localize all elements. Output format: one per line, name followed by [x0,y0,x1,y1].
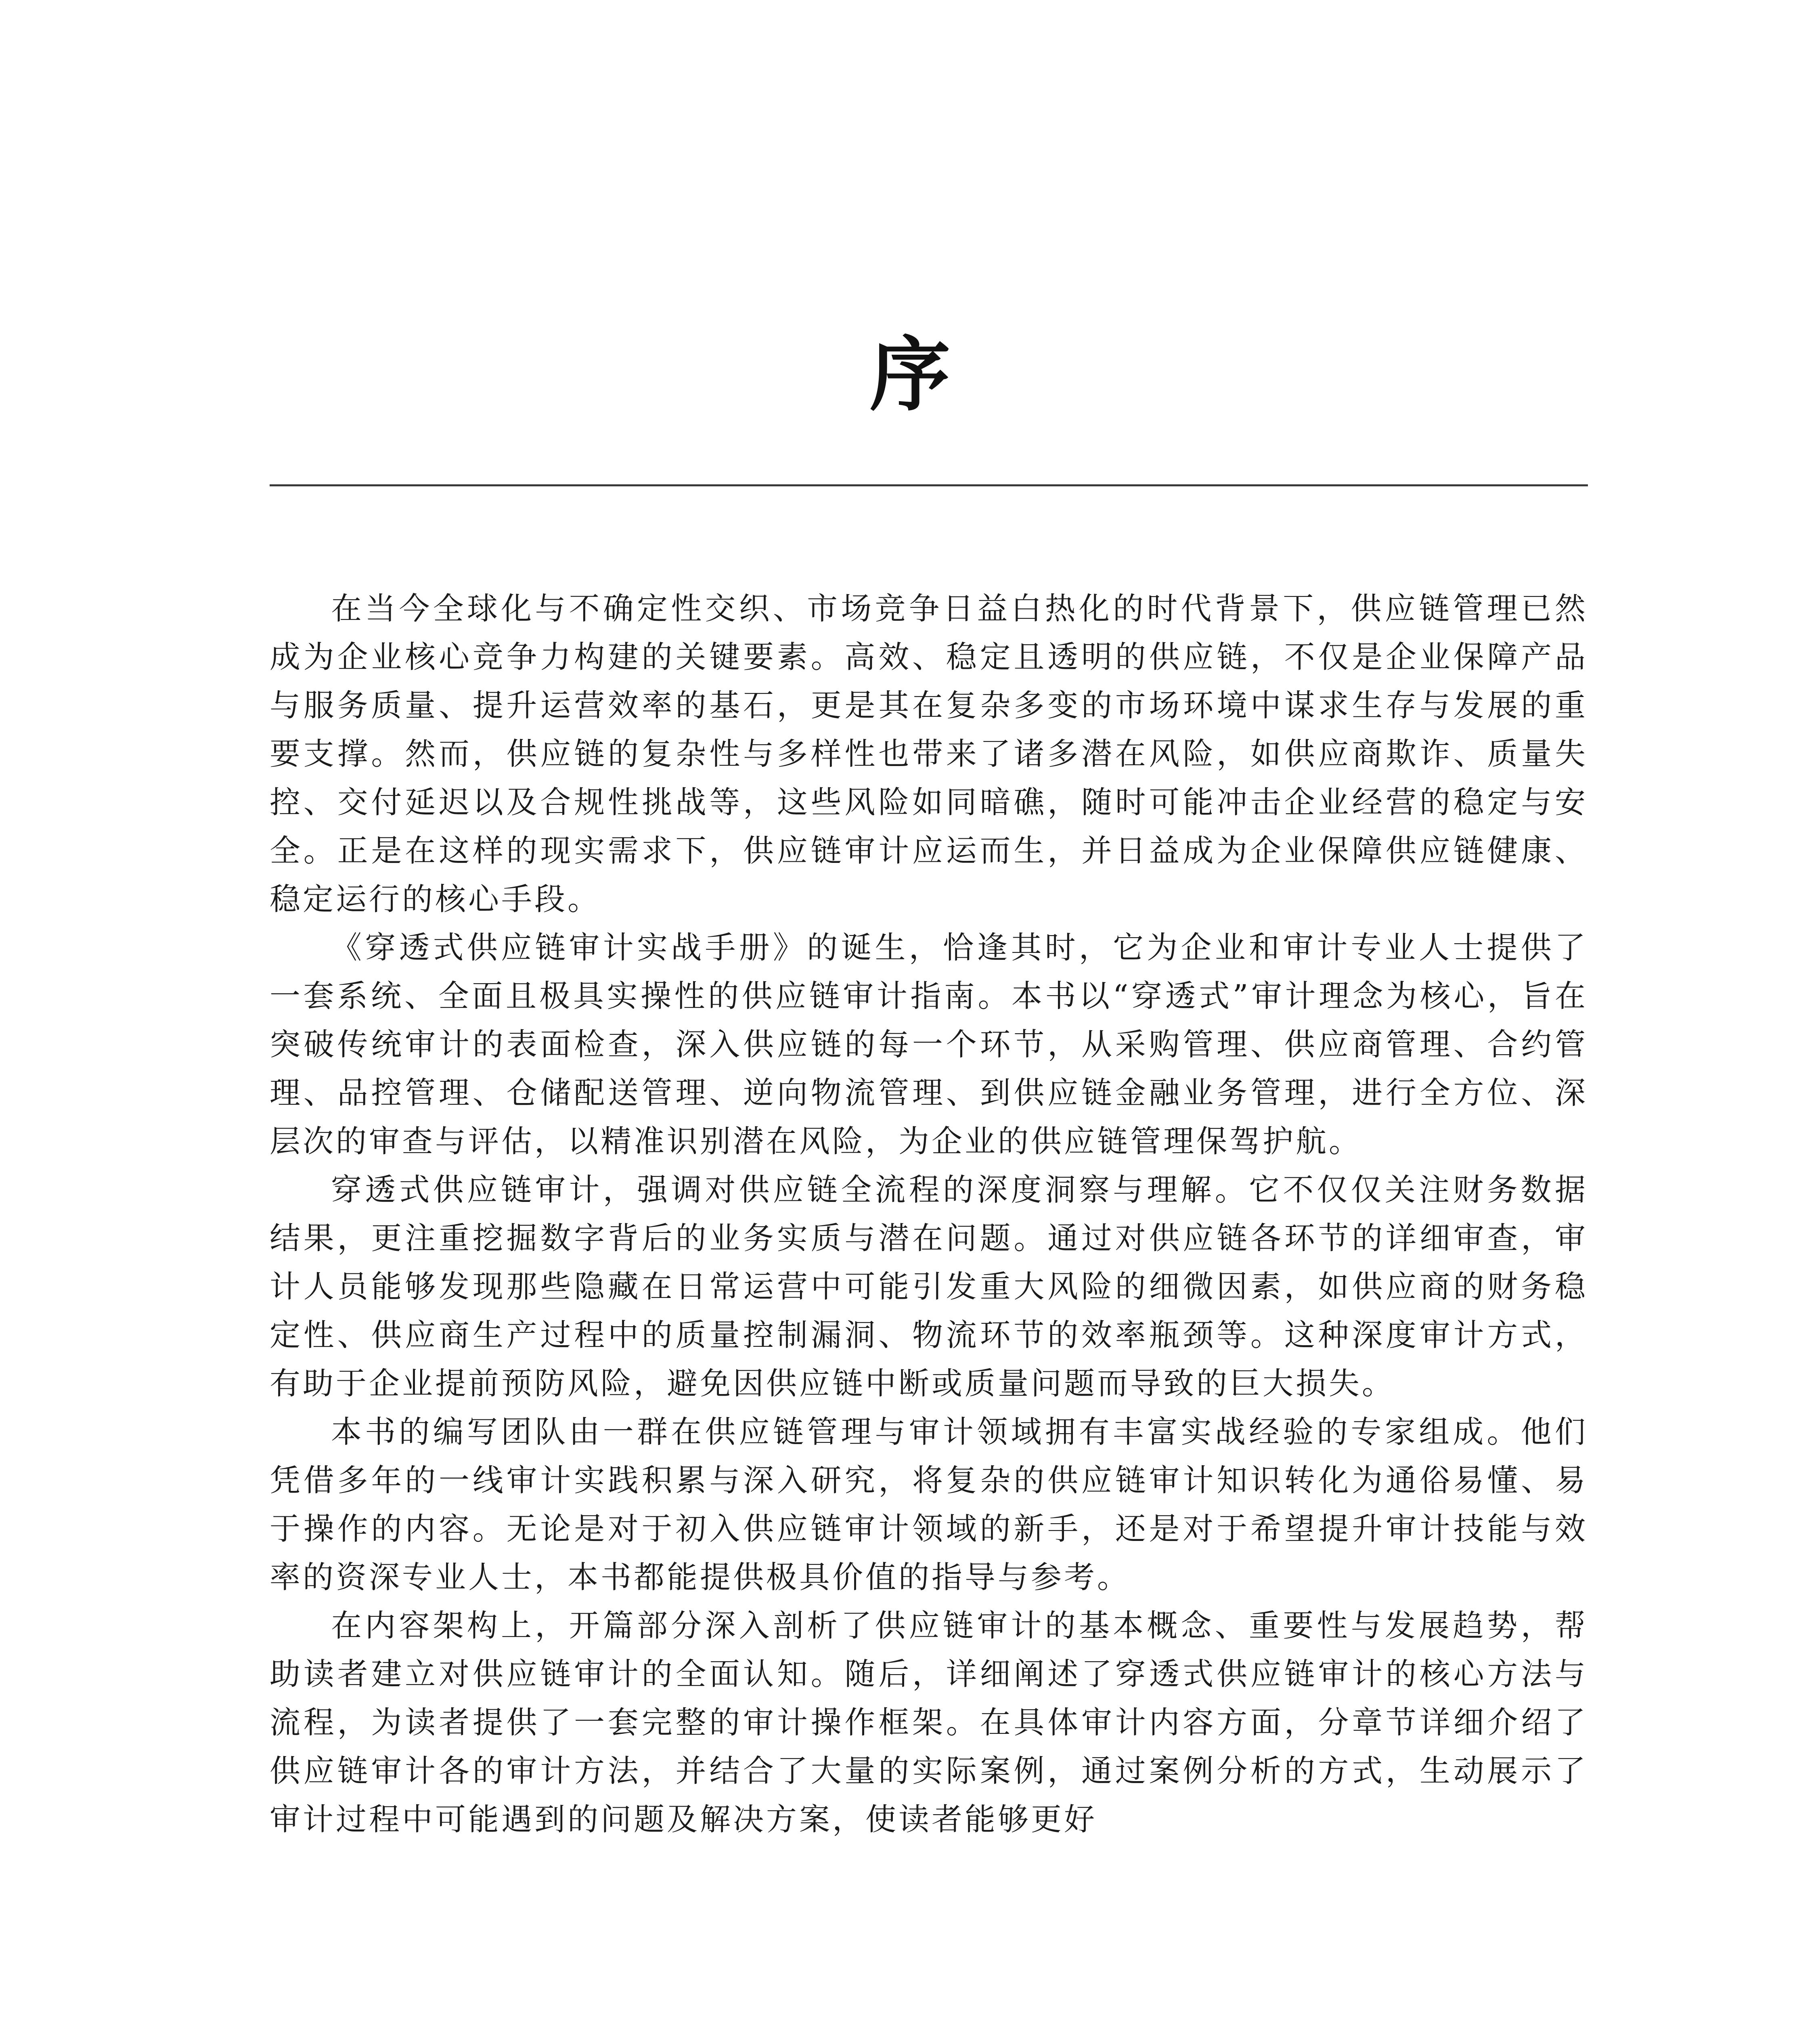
paragraph: 《穿透式供应链审计实战手册》的诞生，恰逢其时，它为企业和审计专业人士提供了一套系统、全面且极具实操性的供应链审计指南。本书以“穿透式”审计理念为核心，旨在突破传统审计的表面检查，深入供应链的每一个环节，从采购管理、供应商管理、合约管理、品控管理、仓储配送管理、逆向物流管理、到供应链金融业务管理，进行全方位、深层次的审查与评估，以精准识别潜在风险，为企业的供应链管理保驾护航。 [270,929,1588,1159]
paragraph: 在内容架构上，开篇部分深入剖析了供应链审计的基本概念、重要性与发展趋势，帮助读者建立对供应链审计的全面认知。随后，详细阐述了穿透式供应链审计的核心方法与流程，为读者提供了一套完整的审计操作框架。在具体审计内容方面，分章节详细介绍了供应链审计各的审计方法，并结合了大量的实际案例，通过案例分析的方式，生动展示了审计过程中可能遇到的问题及解决方案，使读者能够更好 [270,1608,1588,1837]
title-divider [270,484,1588,486]
paragraph: 穿透式供应链审计，强调对供应链全流程的深度洞察与理解。它不仅仅关注财务数据结果，更注重挖掘数字背后的业务实质与潜在问题。通过对供应链各环节的详细审查，审计人员能够发现那些隐藏在日常运营中可能引发重大风险的细微因素，如供应商的财务稳定性、供应商生产过程中的质量控制漏洞、物流环节的效率瓶颈等。这种深度审计方式，有助于企业提前预防风险，避免因供应链中断或质量问题而导致的巨大损失。 [270,1172,1588,1401]
preface-body [270,584,1588,1844]
page-title: 序 [869,328,951,422]
paragraph: 本书的编写团队由一群在供应链管理与审计领域拥有丰富实战经验的专家组成。他们凭借多年的一线审计实践积累与深入研究，将复杂的供应链审计知识转化为通俗易懂、易于操作的内容。无论是对于初入供应链审计领域的新手，还是对于希望提升审计技能与效率的资深专业人士，本书都能提供极具价值的指导与参考。 [270,1414,1588,1595]
paragraph: 在当今全球化与不确定性交织、市场竞争日益白热化的时代背景下，供应链管理已然成为企业核心竞争力构建的关键要素。高效、稳定且透明的供应链，不仅是企业保障产品与服务质量、提升运营效率的基石，更是其在复杂多变的市场环境中谋求生存与发展的重要支撑。然而，供应链的复杂性与多样性也带来了诸多潜在风险，如供应商欺诈、质量失控、交付延迟以及合规性挑战等，这些风险如同暗礁，随时可能冲击企业经营的稳定与安全。正是在这样的现实需求下，供应链审计应运而生，并日益成为企业保障供应链健康、稳定运行的核心手段。 [270,590,1588,917]
